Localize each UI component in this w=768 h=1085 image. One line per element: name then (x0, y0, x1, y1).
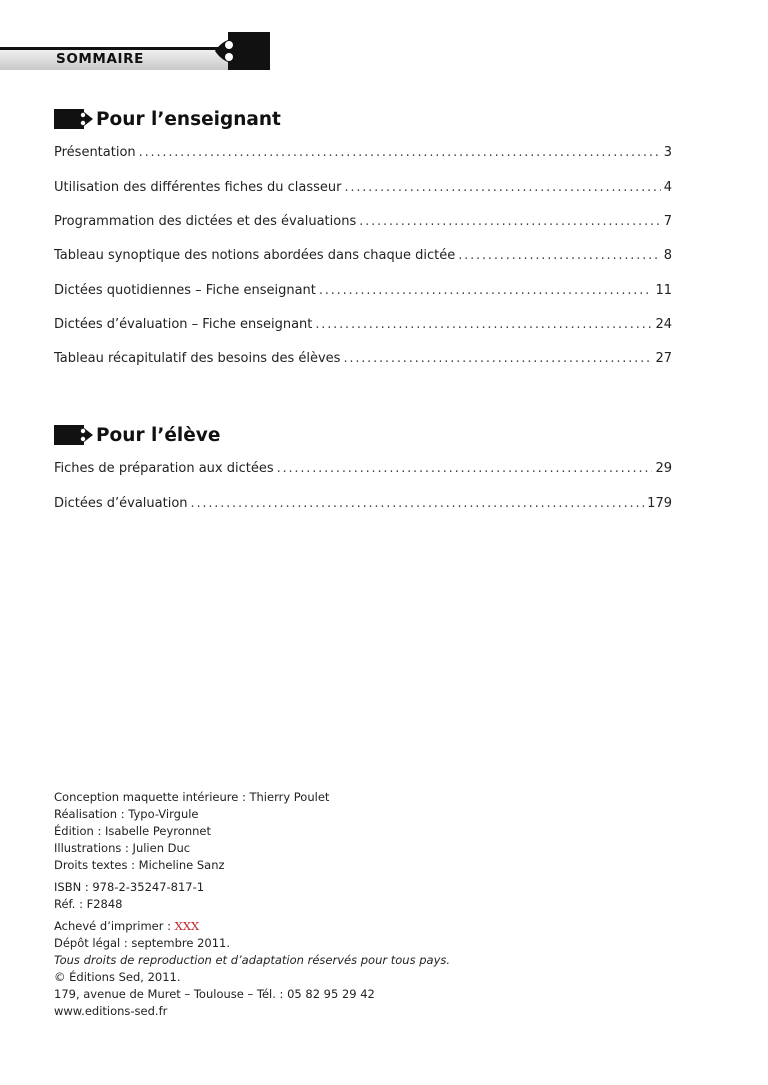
toc-leader-dots (315, 317, 652, 332)
print-date-label: Achevé d’imprimer : (54, 919, 175, 933)
colophon (54, 789, 654, 1020)
toc-entry-page: 24 (655, 317, 672, 332)
toc-leader-dots (319, 283, 653, 298)
toc-leader-dots (277, 461, 653, 476)
toc-entry-label: Tableau synoptique des notions abordées dans chaque dictée (54, 248, 456, 263)
toc-leader-dots (191, 496, 645, 511)
toc-entry-page: 179 (647, 496, 672, 511)
toc-entry-page: 11 (655, 283, 672, 298)
section-bullet-icon (54, 424, 94, 446)
section-heading-eleve (54, 422, 220, 448)
header-ornament-icon (213, 36, 243, 66)
credit-line: Illustrations : Julien Duc (54, 841, 191, 855)
toc-entry[interactable] (54, 248, 672, 268)
print-date-value: XXX (174, 919, 200, 933)
toc-entry-label: Utilisation des différentes fiches du classeur (54, 180, 342, 195)
toc-entry-label: Tableau récapitulatif des besoins des élèves (54, 351, 341, 366)
toc-entry-page: 4 (663, 180, 672, 195)
toc-entry[interactable] (54, 283, 672, 303)
toc-entry[interactable] (54, 214, 672, 234)
publisher-address: 179, avenue de Muret – Toulouse – Tél. : 05 82 95 29 42 (54, 987, 375, 1001)
toc-entry[interactable] (54, 461, 672, 481)
toc-entry-label: Dictées quotidiennes – Fiche enseignant (54, 283, 316, 298)
section-heading-enseignant (54, 106, 281, 132)
page-title: SOMMAIRE (56, 51, 144, 67)
section-bullet-icon (54, 108, 94, 130)
toc-leader-dots (139, 145, 661, 160)
header-band (0, 32, 270, 70)
toc-entry[interactable] (54, 145, 672, 165)
toc-entry[interactable] (54, 496, 672, 516)
toc-entry-label: Programmation des dictées et des évaluations (54, 214, 357, 229)
toc-entry-page: 7 (663, 214, 672, 229)
toc-leader-dots (458, 248, 660, 263)
website-link[interactable]: www.editions-sed.fr (54, 1004, 168, 1018)
credit-line: Conception maquette intérieure : Thierry Poulet (54, 790, 330, 804)
toc-leader-dots (344, 180, 660, 195)
section-title: Pour l’enseignant (96, 108, 281, 130)
toc-entry-label: Présentation (54, 145, 136, 160)
toc-entry-page: 29 (655, 461, 672, 476)
toc-entry-page: 3 (663, 145, 672, 160)
isbn: ISBN : 978-2-35247-817-1 (54, 880, 205, 894)
reference: Réf. : F2848 (54, 897, 123, 911)
credit-line: Droits textes : Micheline Sanz (54, 858, 225, 872)
print-date (54, 918, 654, 935)
credit-line: Édition : Isabelle Peyronnet (54, 824, 211, 838)
toc-entry-label: Dictées d’évaluation – Fiche enseignant (54, 317, 313, 332)
copyright: © Éditions Sed, 2011. (54, 970, 181, 984)
toc-entry-page: 8 (663, 248, 672, 263)
credit-line: Réalisation : Typo-Virgule (54, 807, 199, 821)
toc-entry-label: Fiches de préparation aux dictées (54, 461, 274, 476)
section-title: Pour l’élève (96, 424, 221, 446)
toc-leader-dots (343, 351, 652, 366)
legal-deposit: Dépôt légal : septembre 2011. (54, 936, 231, 950)
toc-entry-label: Dictées d’évaluation (54, 496, 188, 511)
toc-leader-dots (359, 214, 661, 229)
toc-entry[interactable] (54, 180, 672, 200)
toc-entry-page: 27 (655, 351, 672, 366)
toc-entry[interactable] (54, 351, 672, 371)
toc-entry[interactable] (54, 317, 672, 337)
rights-notice: Tous droits de reproduction et d’adaptation réservés pour tous pays. (54, 953, 451, 967)
